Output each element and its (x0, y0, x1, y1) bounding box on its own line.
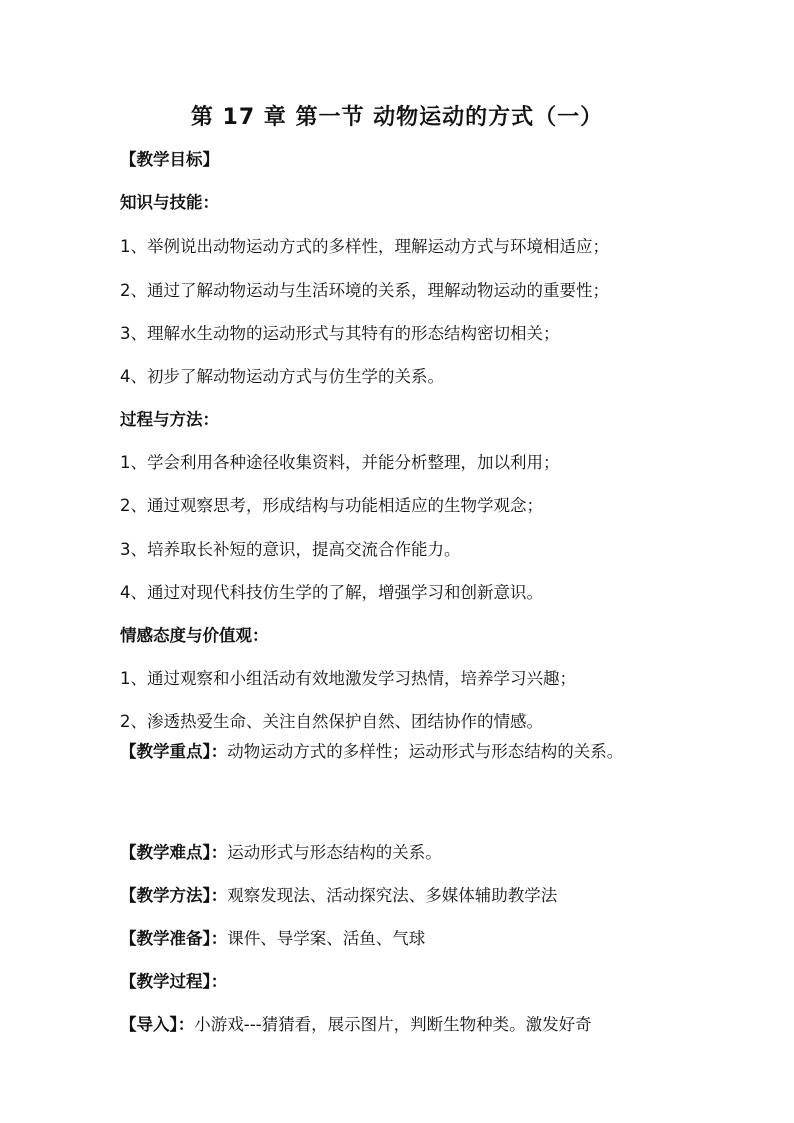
knowledge-item: 4、初步了解动物运动方式与仿生学的关系。 (120, 367, 444, 386)
emotion-item: 2、渗透热爱生命、关注自然保护自然、团结协作的情感。 (120, 712, 543, 731)
process-item: 1、学会利用各种途径收集资料，并能分析整理，加以利用； (120, 453, 560, 472)
methods-label: 【教学方法】： (120, 886, 228, 905)
process-item: 3、培养取长补短的意识，提高交流合作能力。 (120, 540, 461, 559)
process-heading: 过程与方法： (120, 410, 219, 429)
preparation-text: 课件、导学案、活鱼、气球 (227, 929, 426, 948)
methods-text: 观察发现法、活动探究法、多媒体辅助教学法 (227, 886, 558, 905)
intro-section (120, 1013, 680, 1037)
emotion-item: 1、通过观察和小组活动有效地激发学习热情，培养学习兴趣； (120, 669, 576, 688)
knowledge-item: 3、理解水生动物的运动形式与其特有的形态结构密切相关； (120, 324, 560, 343)
difficult-text: 运动形式与形态结构的关系。 (227, 843, 442, 862)
key-points-label: 【教学重点】： (120, 742, 228, 761)
knowledge-item: 2、通过了解动物运动与生活环境的关系，理解动物运动的重要性； (120, 281, 609, 300)
preparation-section (120, 927, 680, 951)
intro-label: 【导入】： (120, 1015, 195, 1034)
difficult-label: 【教学难点】： (120, 843, 228, 862)
process-item: 4、通过对现代科技仿生学的了解，增强学习和创新意识。 (120, 583, 543, 602)
objectives-heading: 【教学目标】 (120, 150, 219, 169)
process-item: 2、通过观察思考，形成结构与功能相适应的生物学观念； (120, 496, 543, 515)
methods-section (120, 884, 680, 908)
process-label: 【教学过程】： (120, 972, 228, 991)
intro-text: 小游戏---猜猜看，展示图片，判断生物种类。激发好奇 (194, 1015, 592, 1034)
knowledge-heading: 知识与技能： (120, 193, 219, 212)
key-points-section (120, 730, 680, 774)
document-title: 第 17 章 第一节 动物运动的方式（一） (190, 105, 604, 130)
preparation-label: 【教学准备】： (120, 929, 228, 948)
knowledge-item: 1、举例说出动物运动方式的多样性，理解运动方式与环境相适应； (120, 237, 609, 256)
key-points-text: 动物运动方式的多样性；运动形式与形态结构的关系。 (227, 742, 624, 761)
difficult-section (120, 841, 680, 865)
emotion-heading: 情感态度与价值观： (120, 626, 269, 645)
